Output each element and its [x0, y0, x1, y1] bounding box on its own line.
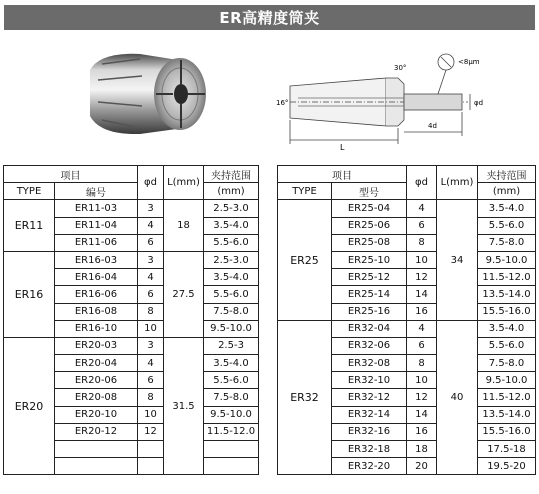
cell-code: [55, 458, 138, 475]
cell-code: ER20-12: [55, 423, 138, 440]
cell-range: 15.5-16.0: [478, 423, 536, 440]
cell-range: 9.5-10.0: [204, 320, 259, 337]
cell-code: ER32-04: [332, 320, 407, 337]
cell-diameter: [138, 441, 164, 458]
cell-code: ER20-10: [55, 406, 138, 423]
table-row: [278, 200, 536, 217]
cell-diameter: [138, 458, 164, 475]
cell-range: 13.5-14.0: [478, 406, 536, 423]
cell-code: ER25-16: [332, 303, 407, 320]
cell-type: ER20: [4, 337, 55, 475]
cell-range: 3.5-4.0: [478, 200, 536, 217]
cell-diameter: 6: [138, 286, 164, 303]
header-code: 编号: [55, 183, 138, 200]
cell-range: 7.5-8.0: [478, 355, 536, 372]
cell-range: 17.5-18: [478, 441, 536, 458]
header-range: 夹持范围: [204, 166, 259, 183]
cell-code: ER16-10: [55, 320, 138, 337]
header-range-unit: (mm): [478, 183, 536, 200]
header-range-unit: (mm): [204, 183, 259, 200]
cell-diameter: 10: [407, 251, 437, 268]
cell-diameter: 4: [407, 200, 437, 217]
cell-range: [204, 441, 259, 458]
page-title: ER高精度筒夹: [4, 5, 535, 30]
cell-range: 19.5-20: [478, 458, 536, 475]
cell-diameter: 16: [407, 303, 437, 320]
cell-diameter: 8: [407, 234, 437, 251]
cell-range: 3.5-4.0: [204, 269, 259, 286]
cell-diameter: 3: [138, 251, 164, 268]
cell-range: 2.5-3: [204, 337, 259, 354]
cell-range: 2.5-3.0: [204, 200, 259, 217]
cell-range: 7.5-8.0: [478, 234, 536, 251]
drawing-angle-label: 30°: [394, 64, 407, 72]
cell-diameter: 4: [138, 217, 164, 234]
cell-code: ER32-16: [332, 423, 407, 440]
cell-code: ER16-06: [55, 286, 138, 303]
cell-code: ER32-08: [332, 355, 407, 372]
cell-diameter: 20: [407, 458, 437, 475]
cell-range: [204, 458, 259, 475]
cell-range: 11.5-12.0: [478, 269, 536, 286]
cell-diameter: 3: [138, 337, 164, 354]
cell-code: [55, 441, 138, 458]
table-row: [278, 320, 536, 337]
cell-code: ER32-20: [332, 458, 407, 475]
cell-code: ER11-06: [55, 234, 138, 251]
cell-range: 2.5-3.0: [204, 251, 259, 268]
cell-range: 5.5-6.0: [204, 286, 259, 303]
cell-diameter: 8: [138, 303, 164, 320]
table-row: [4, 200, 259, 217]
collet-photo: [80, 40, 230, 145]
cell-diameter: 12: [407, 269, 437, 286]
header-phid: φd: [138, 166, 164, 200]
cell-range: 13.5-14.0: [478, 286, 536, 303]
cell-diameter: 12: [138, 423, 164, 440]
cell-range: 5.5-6.0: [478, 217, 536, 234]
drawing-4d-label: 4d: [428, 122, 437, 130]
cell-range: 3.5-4.0: [478, 320, 536, 337]
cell-code: ER25-14: [332, 286, 407, 303]
cell-length: 31.5: [164, 337, 204, 475]
cell-code: ER20-03: [55, 337, 138, 354]
cell-range: 9.5-10.0: [204, 406, 259, 423]
cell-code: ER32-12: [332, 389, 407, 406]
spec-table-left: [3, 165, 259, 475]
header-phid: φd: [407, 166, 437, 200]
cell-code: ER20-04: [55, 355, 138, 372]
cell-type: ER25: [278, 200, 332, 320]
cell-code: ER32-06: [332, 337, 407, 354]
cell-range: 3.5-4.0: [204, 217, 259, 234]
cell-diameter: 8: [407, 355, 437, 372]
cell-diameter: 12: [407, 389, 437, 406]
cell-code: ER25-10: [332, 251, 407, 268]
cell-range: 5.5-6.0: [204, 372, 259, 389]
cell-code: ER32-10: [332, 372, 407, 389]
cell-diameter: 3: [138, 200, 164, 217]
cell-type: ER16: [4, 251, 55, 337]
cell-range: 11.5-12.0: [478, 389, 536, 406]
cell-diameter: 6: [407, 337, 437, 354]
header-length: L(mm): [164, 166, 204, 200]
header-item: 项目: [278, 166, 407, 183]
cell-length: 27.5: [164, 251, 204, 337]
collet-technical-drawing: [268, 48, 508, 158]
cell-length: 18: [164, 200, 204, 252]
cell-diameter: 14: [407, 406, 437, 423]
cell-diameter: 6: [138, 234, 164, 251]
cell-code: ER16-03: [55, 251, 138, 268]
cell-range: 5.5-6.0: [478, 337, 536, 354]
header-model: 型号: [332, 183, 407, 200]
header-type: TYPE: [278, 183, 332, 200]
cell-diameter: 10: [138, 406, 164, 423]
cell-range: 7.5-8.0: [204, 389, 259, 406]
drawing-runout-label: <8μm: [458, 58, 480, 66]
cell-code: ER25-12: [332, 269, 407, 286]
cell-code: ER25-06: [332, 217, 407, 234]
cell-range: 7.5-8.0: [204, 303, 259, 320]
cell-code: ER11-03: [55, 200, 138, 217]
header-range: 夹持范围: [478, 166, 536, 183]
cell-code: ER25-04: [332, 200, 407, 217]
cell-diameter: 6: [138, 372, 164, 389]
cell-type: ER32: [278, 320, 332, 475]
cell-diameter: 16: [407, 423, 437, 440]
cell-range: 15.5-16.0: [478, 303, 536, 320]
cell-diameter: 8: [138, 389, 164, 406]
cell-code: ER20-08: [55, 389, 138, 406]
cell-diameter: 10: [138, 320, 164, 337]
cell-code: ER16-08: [55, 303, 138, 320]
cell-range: 11.5-12.0: [204, 423, 259, 440]
cell-diameter: 4: [138, 355, 164, 372]
cell-code: ER32-18: [332, 441, 407, 458]
cell-diameter: 18: [407, 441, 437, 458]
cell-code: ER32-14: [332, 406, 407, 423]
spec-table-right: [277, 165, 536, 475]
cell-diameter: 4: [138, 269, 164, 286]
cell-code: ER11-04: [55, 217, 138, 234]
cell-length: 34: [437, 200, 478, 320]
cell-range: 9.5-10.0: [478, 251, 536, 268]
header-length: L(mm): [437, 166, 478, 200]
cell-code: ER16-04: [55, 269, 138, 286]
cell-range: 3.5-4.0: [204, 355, 259, 372]
cell-type: ER11: [4, 200, 55, 252]
drawing-L-label: L: [340, 143, 345, 152]
table-row: [4, 251, 259, 268]
drawing-phid-label: φd: [474, 99, 484, 107]
cell-diameter: 4: [407, 320, 437, 337]
table-row: [4, 337, 259, 354]
cell-diameter: 10: [407, 372, 437, 389]
header-item: 项目: [4, 166, 138, 183]
header-type: TYPE: [4, 183, 55, 200]
cell-diameter: 6: [407, 217, 437, 234]
cell-diameter: 14: [407, 286, 437, 303]
cell-range: 9.5-10.0: [478, 372, 536, 389]
cell-code: ER20-06: [55, 372, 138, 389]
cell-range: 5.5-6.0: [204, 234, 259, 251]
cell-code: ER25-08: [332, 234, 407, 251]
cell-length: 40: [437, 320, 478, 475]
drawing-angle16-label: 16°: [276, 99, 289, 107]
